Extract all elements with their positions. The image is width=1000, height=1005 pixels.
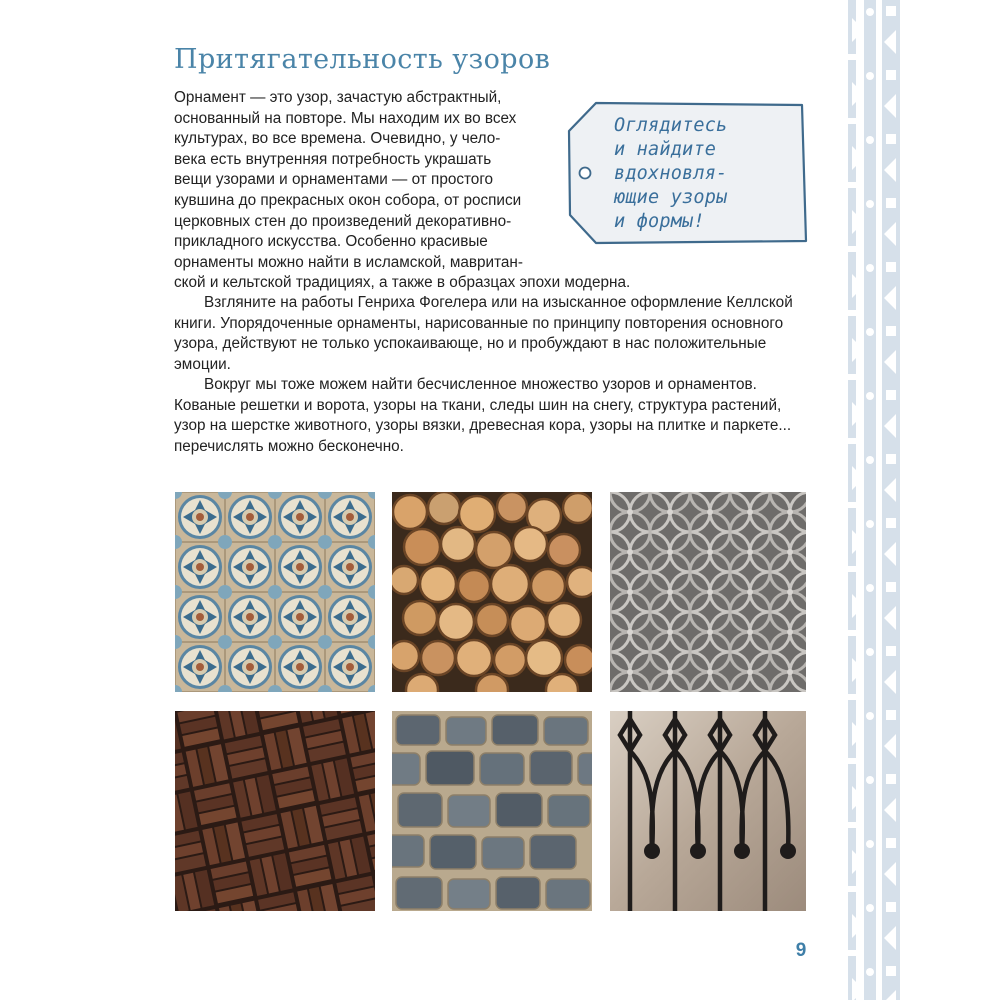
text-line: орнаменты можно найти в исламской, мавритан-	[174, 253, 523, 271]
photo-parquet	[175, 711, 375, 911]
ornament-border-icon	[848, 0, 900, 1000]
callout-line: ющие узоры	[614, 187, 728, 208]
callout-line: Оглядитесь	[614, 115, 728, 136]
text-line: вещи узорами и орнаментами — от простого	[174, 171, 494, 189]
text-line: кувшина до прекрасных окон собора, от росписи	[174, 191, 522, 209]
photo-log-pile	[392, 492, 592, 692]
text-line: эмоции.	[174, 355, 231, 373]
photo-iron-lattice	[610, 492, 806, 692]
paragraph-intro	[174, 88, 630, 294]
page-number: 9	[795, 940, 807, 961]
photo-iron-gate	[610, 711, 806, 911]
cobblestone-icon	[392, 711, 592, 911]
text-line: Взгляните на работы Генриха Фогелера или на изысканное оформление Келлской	[204, 294, 793, 311]
text-line: прикладного искусства. Особенно красивые	[174, 233, 488, 251]
paragraph-around-us	[174, 375, 791, 457]
text-line: ской и кельтской традициях, а также в образцах эпохи модерна.	[174, 274, 631, 292]
photo-cobblestones	[392, 711, 592, 911]
text-line: церковных стен до произведений декоративно-	[174, 212, 512, 230]
tile-pattern-icon	[175, 492, 375, 692]
text-line: перечислять можно бесконечно.	[174, 437, 404, 455]
text-line: Кованые решетки и ворота, узоры на ткани, следы шин на снегу, структура растений,	[174, 396, 782, 414]
callout-text	[614, 114, 804, 234]
wood-logs-icon	[392, 492, 592, 692]
page-title: Притягательность узоров	[174, 44, 551, 75]
photo-mosaic-tiles	[175, 492, 375, 692]
paragraph-vogeler	[174, 293, 793, 375]
callout-line: вдохновля-	[614, 163, 728, 184]
gate-icon	[610, 711, 806, 911]
text-line: книги. Упорядоченные орнаменты, нарисованные по принципу повторения основного	[174, 314, 784, 332]
decorative-border	[848, 0, 900, 1000]
text-line: Вокруг мы тоже можем найти бесчисленное множество узоров и орнаментов.	[204, 376, 757, 393]
text-line: узор на шерстке животного, узоры вязки, древесная кора, узоры на плитке и паркете...	[174, 417, 792, 435]
callout-line: и найдите	[614, 139, 717, 160]
text-line: культурах, во все времена. Очевидно, у чело-	[174, 130, 501, 148]
text-line: века есть внутренняя потребность украшать	[174, 150, 492, 168]
text-line: основанный на повторе. Мы находим их во всех	[174, 109, 517, 127]
text-line: узора, действуют не только успокаивающе, но и пробуждают в нас положительные	[174, 335, 767, 353]
callout-line: и формы!	[614, 211, 705, 232]
lattice-icon	[610, 492, 806, 692]
text-line: Орнамент — это узор, зачастую абстрактный,	[174, 89, 502, 106]
parquet-icon	[175, 711, 375, 911]
callout-tag	[566, 99, 810, 247]
